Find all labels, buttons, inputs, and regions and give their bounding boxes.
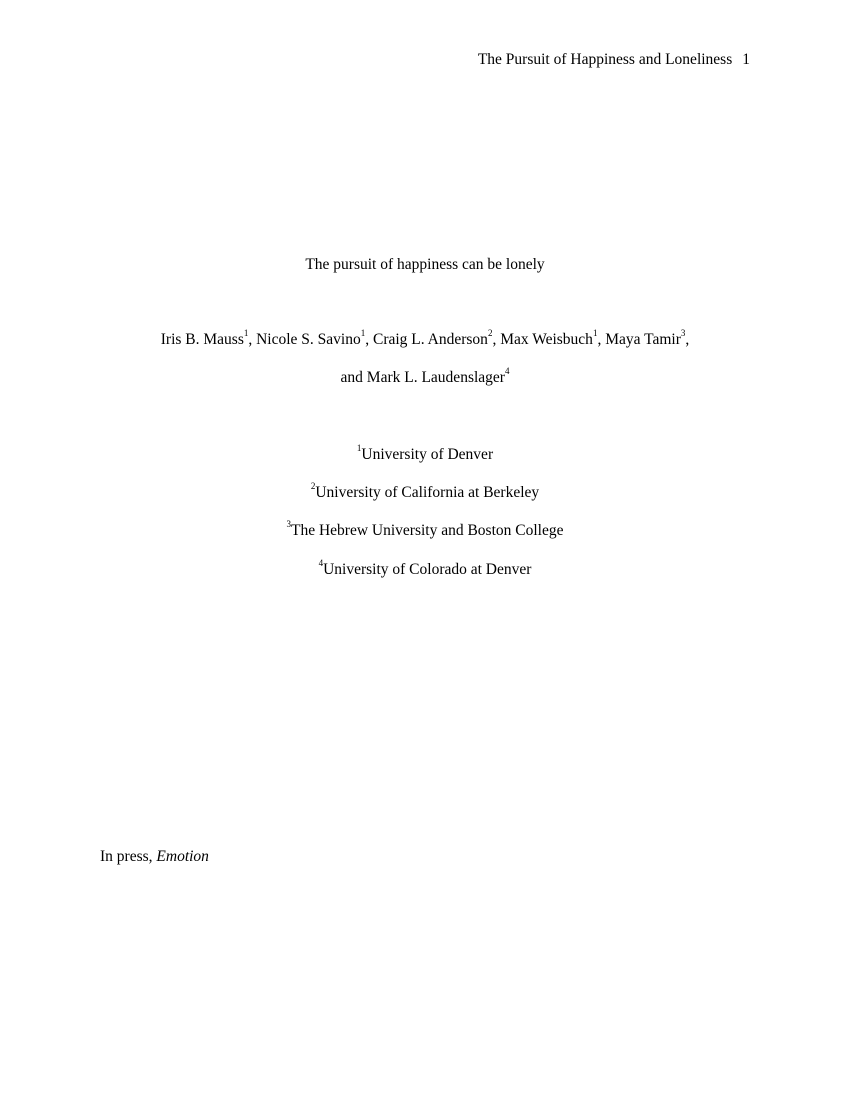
affiliation-4 <box>0 558 850 578</box>
affiliation-name: The Hebrew University and Boston College <box>291 522 564 539</box>
author-affiliation-marker: 2 <box>487 328 493 338</box>
author-name: Mark L. Laudenslager <box>366 369 505 386</box>
running-head <box>478 52 750 68</box>
affiliation-name: University of Denver <box>361 446 494 463</box>
author-affiliation-marker: 1 <box>360 328 366 338</box>
running-head-title: The Pursuit of Happiness and Loneliness <box>477 51 733 68</box>
affiliation-name: University of Colorado at Denver <box>323 561 532 578</box>
author-affiliation-marker: 4 <box>504 366 510 376</box>
affiliation-1 <box>0 443 850 463</box>
author-line-2: and Mark L. Laudenslager$^4$ <box>340 366 510 386</box>
affiliation-3 <box>0 519 850 539</box>
author-name: Craig L. Anderson <box>372 331 488 348</box>
affiliation-name: University of California at Berkeley <box>315 484 540 501</box>
affiliation-marker: 3 <box>286 519 291 529</box>
affiliation-2 <box>0 481 850 501</box>
author-affiliation-marker: 1 <box>243 328 249 338</box>
journal-name: Emotion <box>156 848 209 865</box>
affiliation-marker: 1 <box>356 443 362 453</box>
author-name: Nicole S. Savino <box>256 331 361 348</box>
publication-status: In press, Emotion <box>100 848 209 865</box>
affiliation-marker: 4 <box>318 558 324 568</box>
author-affiliation-marker: 1 <box>592 328 598 338</box>
page-number: 1 <box>742 51 750 68</box>
author-name: Max Weisbuch <box>500 331 593 348</box>
author-affiliation-marker: 3 <box>680 328 686 338</box>
affiliation-marker: 2 <box>310 481 316 491</box>
author-line-1: Iris B. Mauss$^1$, Nicole S. Savino$^1$, Craig L. Anderson$^2$, Max Weisbuch$^1$, Maya Tamir$^3$, <box>160 328 690 348</box>
author-name: Maya Tamir <box>605 331 681 348</box>
author-name: Iris B. Mauss <box>160 331 244 348</box>
paper-title: The pursuit of happiness can be lonely <box>305 256 545 273</box>
